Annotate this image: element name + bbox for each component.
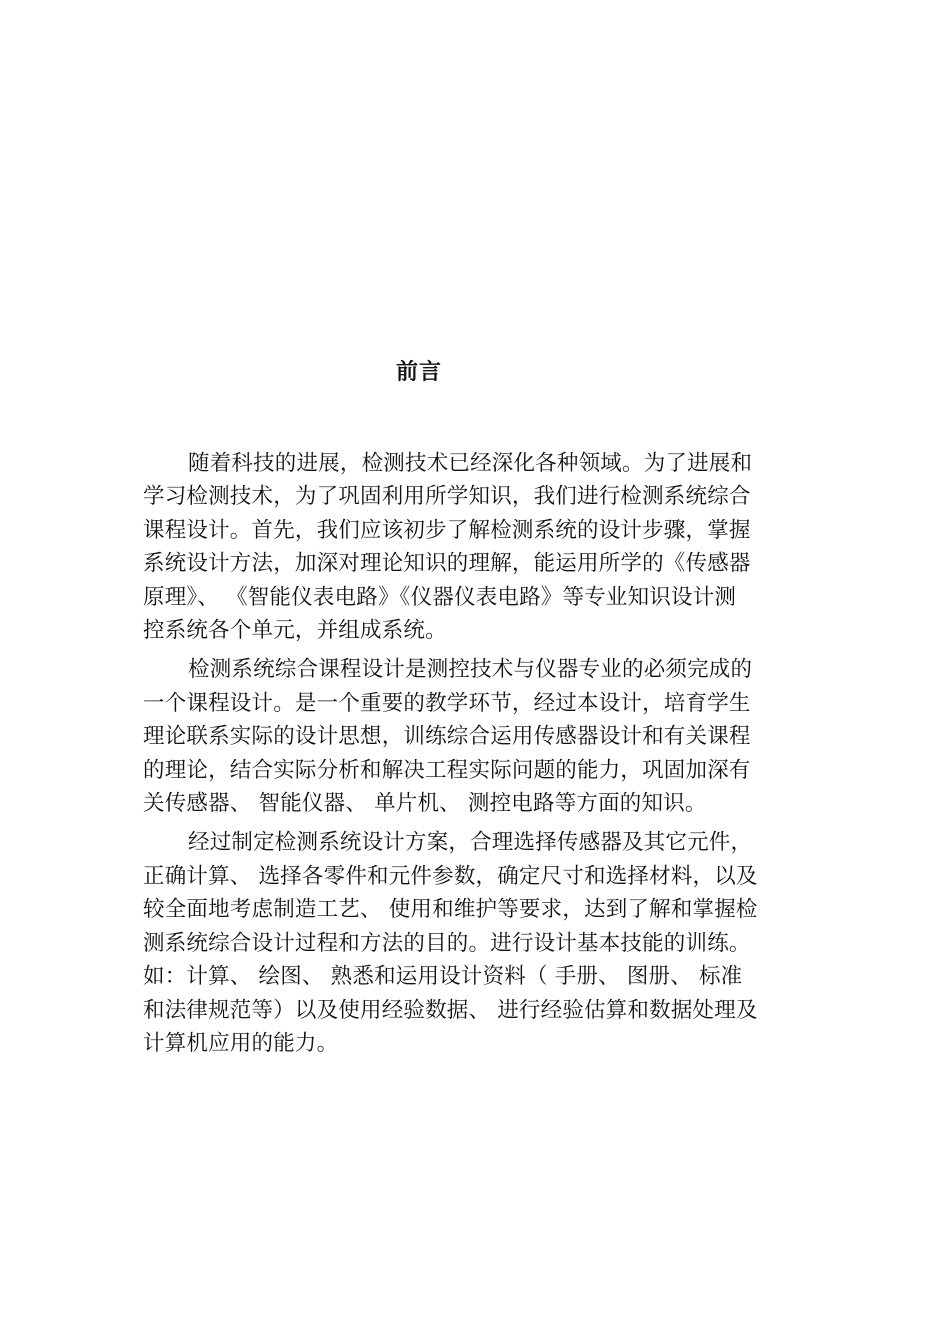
paragraph-1 (143, 447, 807, 647)
text-line: 关传感器、 智能仪器、 单片机、 测控电路等方面的知识。 (143, 791, 707, 817)
text-line: 一个课程设计。是一个重要的教学环节，经过本设计，培育学生 (143, 690, 751, 716)
text-line: 经过制定检测系统设计方案，合理选择传感器及其它元件， (188, 830, 753, 856)
text-line: 课程设计。首先，我们应该初步了解检测系统的设计步骤，掌握 (143, 517, 751, 543)
text-line: 和法律规范等）以及使用经验数据、 进行经验估算和数据处理及 (143, 997, 758, 1023)
text-line: 较全面地考虑制造工艺、 使用和维护等要求，达到了解和掌握检 (143, 897, 758, 923)
text-line: 原理》、 《智能仪表电路》《仪器仪表电路》等专业知识设计测 (143, 584, 737, 610)
text-line: 计算机应用的能力。 (143, 1030, 339, 1056)
text-line: 随着科技的进展，检测技术已经深化各种领域。为了进展和 (188, 451, 753, 476)
text-line: 理论联系实际的设计思想，训练综合运用传感器设计和有关课程 (143, 724, 751, 750)
text-line: 的理论，结合实际分析和解决工程实际问题的能力，巩固加深有 (143, 757, 751, 783)
text-line: 检测系统综合课程设计是测控技术与仪器专业的必须完成的 (188, 657, 753, 683)
page-title: 前言 (395, 360, 442, 385)
text-line: 系统设计方法，加深对理论知识的理解，能运用所学的《传感器 (143, 551, 751, 577)
text-line: 正确计算、 选择各零件和元件参数，确定尺寸和选择材料，以及 (143, 863, 758, 889)
document-body (143, 447, 807, 1066)
text-line: 控系统各个单元，并组成系统。 (143, 618, 447, 644)
paragraph-3 (143, 826, 807, 1060)
text-line: 如：计算、 绘图、 熟悉和运用设计资料（ 手册、 图册、 标准 (143, 964, 743, 990)
paragraph-2 (143, 653, 807, 820)
text-line: 测系统综合设计过程和方法的目的。进行设计基本技能的训练。 (143, 930, 751, 956)
text-line: 学习检测技术，为了巩固利用所学知识，我们进行检测系统综合 (143, 484, 751, 510)
